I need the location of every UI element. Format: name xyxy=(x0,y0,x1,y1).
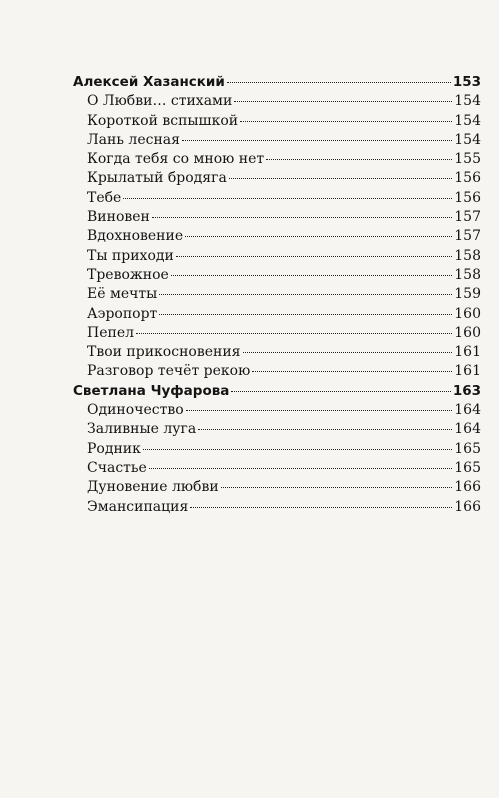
toc-author-entry xyxy=(73,73,481,92)
leader-dots xyxy=(234,101,452,102)
leader-dots xyxy=(243,352,453,353)
page-number: 163 xyxy=(452,382,481,399)
toc-entry xyxy=(73,478,481,497)
toc-entry xyxy=(73,285,481,304)
page-number: 164 xyxy=(454,402,481,419)
leader-dots xyxy=(240,121,452,122)
entry-title: Заливные луга xyxy=(87,421,197,438)
entry-title: Вдохновение xyxy=(87,228,184,245)
leader-dots xyxy=(123,198,452,199)
leader-dots xyxy=(171,275,452,276)
toc-entry xyxy=(73,401,481,420)
page-number: 154 xyxy=(454,93,481,110)
leader-dots xyxy=(221,487,453,488)
toc-entry xyxy=(73,305,481,324)
toc-entry xyxy=(73,440,481,459)
page-number: 165 xyxy=(454,459,481,476)
entry-title: Эмансипация xyxy=(87,498,189,515)
entry-title: Счастье xyxy=(87,459,147,476)
entry-title: Тревожное xyxy=(87,266,169,283)
toc-entry xyxy=(73,420,481,439)
leader-dots xyxy=(152,217,452,218)
entry-title: Лань лесная xyxy=(87,131,180,148)
toc-entry xyxy=(73,92,481,111)
toc-entry xyxy=(73,112,481,131)
entry-title: Тебе xyxy=(87,189,122,206)
page-number: 157 xyxy=(454,228,481,245)
page-number: 156 xyxy=(454,189,481,206)
entry-title: Виновен xyxy=(87,209,150,226)
leader-dots xyxy=(190,507,452,508)
table-of-contents xyxy=(73,73,481,517)
leader-dots xyxy=(231,391,450,392)
entry-title: Разговор течёт рекою xyxy=(87,363,251,380)
leader-dots xyxy=(143,449,452,450)
toc-author-entry xyxy=(73,382,481,401)
toc-entry xyxy=(73,343,481,362)
entry-title: Когда тебя со мною нет xyxy=(87,151,265,168)
toc-entry xyxy=(73,227,481,246)
leader-dots xyxy=(159,314,452,315)
leader-dots xyxy=(185,236,452,237)
leader-dots xyxy=(176,256,452,257)
author-name: Алексей Хазанский xyxy=(73,74,225,90)
toc-entry xyxy=(73,208,481,227)
toc-entry xyxy=(73,324,481,343)
page-number: 166 xyxy=(454,498,481,515)
leader-dots xyxy=(252,371,452,372)
entry-title: Её мечты xyxy=(87,286,158,303)
toc-entry xyxy=(73,459,481,478)
page-number: 161 xyxy=(454,363,481,380)
entry-title: О Любви… стихами xyxy=(87,93,233,110)
entry-title: Дуновение любви xyxy=(87,479,219,496)
page-number: 165 xyxy=(454,440,481,457)
leader-dots xyxy=(182,140,452,141)
page-number: 158 xyxy=(454,247,481,264)
leader-dots xyxy=(136,333,452,334)
leader-dots xyxy=(266,159,452,160)
page-number: 157 xyxy=(454,209,481,226)
leader-dots xyxy=(229,178,452,179)
page-number: 154 xyxy=(454,131,481,148)
leader-dots xyxy=(186,410,453,411)
entry-title: Ты приходи xyxy=(87,247,174,264)
toc-entry xyxy=(73,169,481,188)
page-number: 156 xyxy=(454,170,481,187)
entry-title: Аэропорт xyxy=(87,305,158,322)
page-number: 154 xyxy=(454,112,481,129)
leader-dots xyxy=(149,468,452,469)
leader-dots xyxy=(159,294,452,295)
page-number: 155 xyxy=(454,151,481,168)
entry-title: Твои прикосновения xyxy=(87,344,241,361)
page-number: 158 xyxy=(454,266,481,283)
toc-entry xyxy=(73,150,481,169)
leader-dots xyxy=(227,82,451,83)
author-name: Светлана Чуфарова xyxy=(73,382,230,399)
entry-title: Крылатый бродяга xyxy=(87,170,227,187)
page-number: 153 xyxy=(452,74,481,90)
entry-title: Пепел xyxy=(87,324,135,341)
page-number: 159 xyxy=(454,286,481,303)
page-number: 160 xyxy=(454,305,481,322)
page-number: 160 xyxy=(454,324,481,341)
page-number: 164 xyxy=(454,421,481,438)
leader-dots xyxy=(198,429,452,430)
toc-entry xyxy=(73,266,481,285)
page-number: 161 xyxy=(454,344,481,361)
entry-title: Родник xyxy=(87,440,141,457)
toc-entry xyxy=(73,131,481,150)
toc-entry xyxy=(73,189,481,208)
entry-title: Одиночество xyxy=(87,402,184,419)
page-number: 166 xyxy=(454,479,481,496)
toc-entry xyxy=(73,498,481,517)
toc-entry xyxy=(73,247,481,266)
entry-title: Короткой вспышкой xyxy=(87,112,239,129)
toc-entry xyxy=(73,362,481,381)
